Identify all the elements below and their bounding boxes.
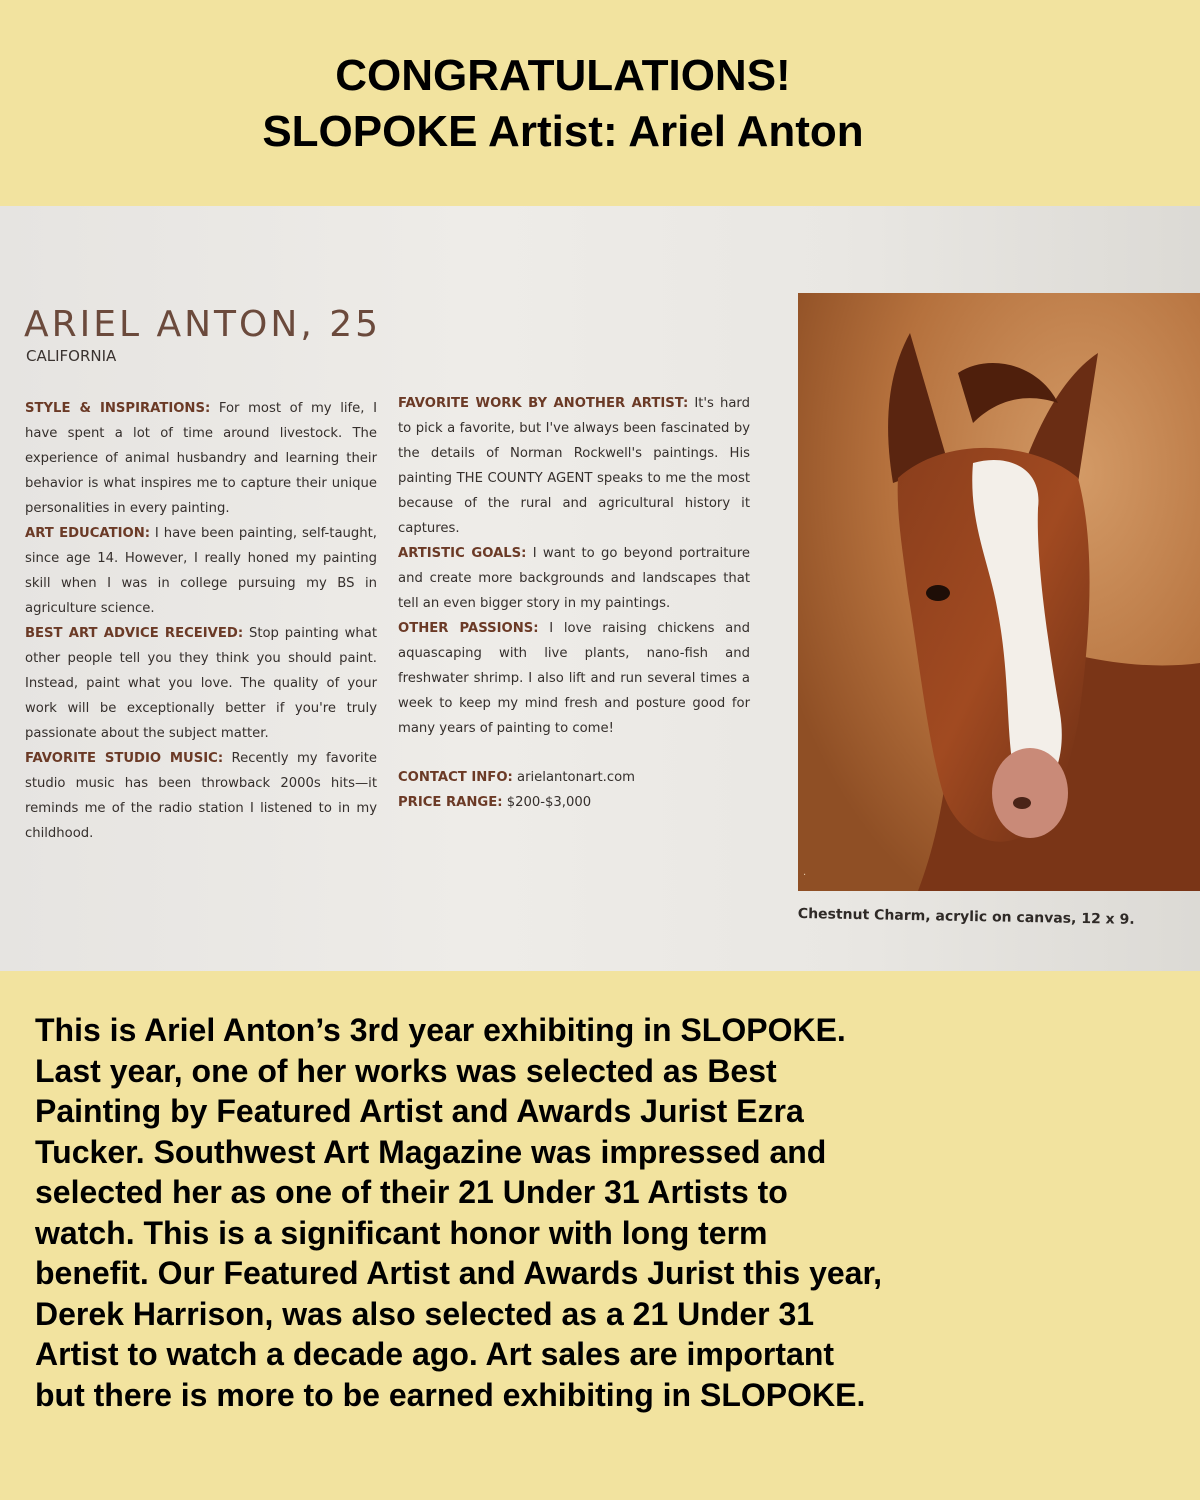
section-text: It's hard to pick a favorite, but I've always been fascinated by the details of Norman Rockwell's paintings. His painting THE COUNTY AGENT speaks to me the most because of the rural and agricultural history it captures. <box>398 396 750 536</box>
contact-value: arielantonart.com <box>512 770 636 785</box>
body-line: Last year, one of her works was selected as Best <box>35 1052 777 1089</box>
section-text: I want to go beyond portraiture and create more backgrounds and landscapes that tell an even bigger story in my paintings. <box>398 546 750 611</box>
section-text: Stop painting what other people tell you they think you should paint. Instead, paint what you love. The quality of your work will be exceptionally better if you're truly passionate about the subject matter. <box>25 626 377 741</box>
painting-caption: Chestnut Charm, acrylic on canvas, 12 x 9. <box>797 906 1135 928</box>
section-text: Recently my favorite studio music has been throwback 2000s hits—it reminds me of the radio station I listened to in my childhood. <box>25 751 377 841</box>
section-style <box>25 396 377 521</box>
svg-text:·: · <box>803 870 807 881</box>
contact-label: CONTACT INFO: <box>398 770 513 785</box>
body-line: Artist to watch a decade ago. Art sales are important <box>35 1336 835 1372</box>
body-line: but there is more to be earned exhibiting in SLOPOKE. <box>35 1376 866 1413</box>
headline-line-1: CONGRATULATIONS! <box>335 51 791 100</box>
body-line: selected her as one of their 21 Under 31 Artists to <box>35 1174 788 1210</box>
section-goals <box>398 541 750 616</box>
right-column <box>398 391 750 815</box>
section-advice <box>25 621 377 746</box>
body-line: Derek Harrison, was also selected as a 21 Under 31 <box>35 1295 815 1332</box>
body-line: Tucker. Southwest Art Magazine was impressed and <box>35 1133 827 1170</box>
headline-line-2: SLOPOKE Artist: Ariel Anton <box>262 107 864 156</box>
section-education <box>25 521 377 621</box>
price-range <box>398 790 750 815</box>
section-label: FAVORITE WORK BY ANOTHER ARTIST: <box>398 396 689 411</box>
body-line: benefit. Our Featured Artist and Awards Jurist this year, <box>35 1255 883 1291</box>
headline <box>0 48 1126 160</box>
section-text: I have been painting, self-taught, since age 14. However, I really honed my painting skill when I was in college pursuing my BS in agriculture science. <box>25 526 377 616</box>
magazine-page-photo <box>0 206 1200 971</box>
section-label: STYLE & INSPIRATIONS: <box>25 401 211 416</box>
contact-block <box>398 765 750 815</box>
section-text: For most of my life, I have spent a lot of time around livestock. The experience of animal husbandry and learning their behavior is what inspires me to capture their unique personalities in every painting. <box>25 401 377 516</box>
body-line: Painting by Featured Artist and Awards Jurist Ezra <box>35 1093 804 1129</box>
section-label: FAVORITE STUDIO MUSIC: <box>25 751 224 766</box>
body-line: This is Ariel Anton’s 3rd year exhibiting in SLOPOKE. <box>35 1012 846 1048</box>
announcement-paragraph <box>35 1010 1185 1415</box>
artist-title: ARIEL ANTON, 25 <box>24 304 382 345</box>
body-line: watch. This is a significant honor with long term <box>35 1214 768 1251</box>
horse-painting <box>798 293 1200 891</box>
section-music <box>25 746 377 846</box>
left-column <box>25 396 377 846</box>
price-label: PRICE RANGE: <box>398 795 503 810</box>
section-text: I love raising chickens and aquascaping with live plants, nano-fish and freshwater shrimp. I also lift and run several times a week to keep my mind fresh and posture good for many years of painting to come! <box>398 621 750 736</box>
contact-info <box>398 765 750 790</box>
section-passions <box>398 616 750 741</box>
artist-state: CALIFORNIA <box>26 347 117 365</box>
horse-foal-illustration <box>798 293 1200 891</box>
section-favorite-work <box>398 391 750 541</box>
price-value: $200-$3,000 <box>502 795 592 810</box>
section-label: ART EDUCATION: <box>25 526 151 541</box>
section-label: OTHER PASSIONS: <box>398 621 539 636</box>
section-label: BEST ART ADVICE RECEIVED: <box>25 626 244 641</box>
section-label: ARTISTIC GOALS: <box>398 546 527 561</box>
